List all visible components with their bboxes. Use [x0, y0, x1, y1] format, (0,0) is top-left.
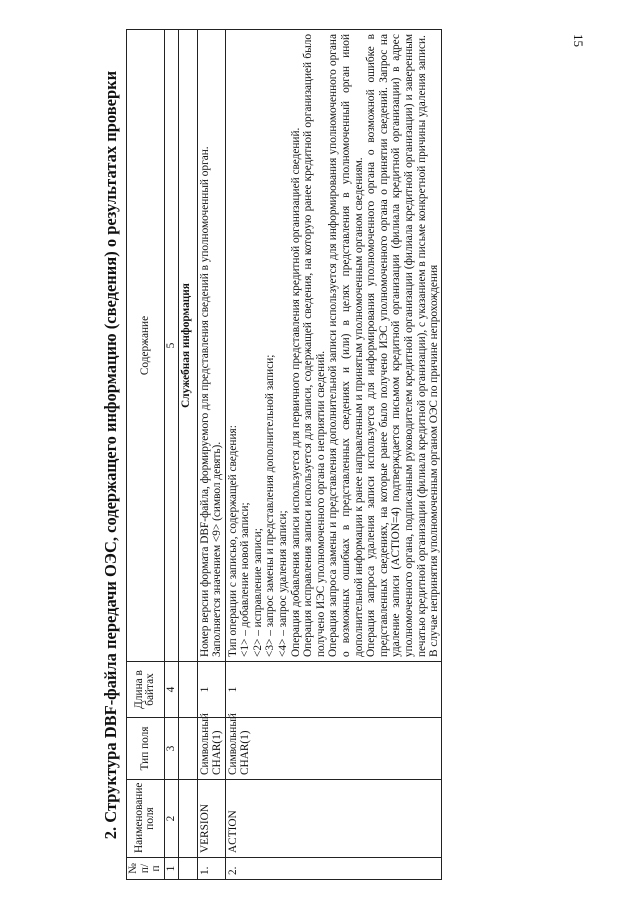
section-title: Служебная информация	[178, 30, 197, 662]
page-number: 15	[571, 34, 586, 47]
field-description	[225, 30, 442, 662]
column-number: 2	[164, 780, 178, 858]
field-name: ACTION	[225, 780, 442, 858]
section-blank-cell	[178, 718, 197, 780]
row-number: 1.	[197, 858, 225, 880]
header-field-name: Наименование поля	[127, 780, 165, 858]
rotated-page-content	[96, 30, 566, 880]
description-paragraph: Номер версии формата DBF-файла, формируемого для представления сведений в уполномоченный орган.	[198, 146, 211, 657]
description-paragraph: <2> – исправление записи;	[251, 528, 264, 657]
column-number: 1	[164, 858, 178, 880]
field-type-line: Символьный	[198, 713, 211, 775]
field-type	[197, 713, 225, 780]
description-paragraph: Операция добавления записи используется для первичного представления кредитной организацией сведений.	[289, 127, 302, 657]
field-type	[225, 713, 442, 780]
dbf-structure-table	[126, 29, 442, 880]
column-number: 4	[164, 662, 178, 718]
header-number: № п/п	[127, 858, 165, 880]
document-title: 2. Структура DBF-файла передачи ОЭС, содержащего информацию (сведения) о результатах проверки	[101, 70, 120, 840]
description-paragraph: Заполняется значением <9> (символ девять).	[211, 441, 224, 657]
description-paragraph: В случае непринятия уполномоченным органом ОЭС по причине непрохождения	[428, 264, 441, 657]
section-row	[178, 30, 197, 880]
field-name: VERSION	[197, 780, 225, 858]
header-content: Содержание	[127, 30, 165, 662]
column-number-row	[164, 30, 178, 880]
field-type-line: Символьный	[226, 713, 239, 775]
header-field-length: Длина в байтах	[127, 662, 165, 718]
table-header-row	[127, 30, 165, 880]
column-number: 5	[164, 30, 178, 662]
description-paragraph: Операция исправления записи используется для записи, содержащей сведения, на которую ранее кредитной организацией было получено ИЭС уполномоченного органа о неприятии сведений.	[302, 34, 327, 657]
description-paragraph: <3> – запрос замены и представления дополнительной записи;	[264, 354, 277, 657]
section-blank-cell	[178, 662, 197, 718]
description-paragraph: <4> – запрос удаления записи;	[277, 510, 290, 657]
row-number: 2.	[225, 858, 442, 880]
column-number: 3	[164, 718, 178, 780]
field-description	[197, 30, 225, 662]
table-row-version	[197, 30, 225, 880]
description-paragraph: Тип операции с записью, содержащей сведения:	[226, 425, 239, 657]
field-length: 1	[197, 662, 225, 718]
header-field-type: Тип поля	[127, 718, 165, 780]
field-type-line: CHAR(1)	[239, 730, 252, 775]
section-blank-cell	[178, 858, 197, 880]
table-row-action	[225, 30, 442, 880]
description-paragraph: <1> – добавление новой записи;	[239, 502, 252, 657]
field-length: 1	[225, 662, 442, 718]
field-type-line: CHAR(1)	[211, 730, 224, 775]
description-paragraph: Операция запроса замены и представления дополнительной записи используется для информирования уполномоченного органа о возможных ошибках в представленных сведениях и (или) в целях представления в уполномоченный орган иной дополнительной информации к ранее направленным и принятым уполномоченным органом сведениям.	[327, 34, 365, 657]
description-paragraph: Операция запроса удаления записи используется для информирования уполномоченного органа о возможной ошибке в представленных сведениях, на которые ранее было получено ИЭС уполномоченного органа о принятии сведений. Запрос на удаление записи (ACTION=4) подтверждается письмом кредитной организации (филиала кредитной организации) в адрес уполномоченного органа, подписанным руководителем кредитной организации (филиала кредитной организации) и заверенным печатью кредитной организации (филиала кредитной организации), с указанием в письме конкретной причины удаления записи.	[365, 34, 428, 657]
section-blank-cell	[178, 780, 197, 858]
